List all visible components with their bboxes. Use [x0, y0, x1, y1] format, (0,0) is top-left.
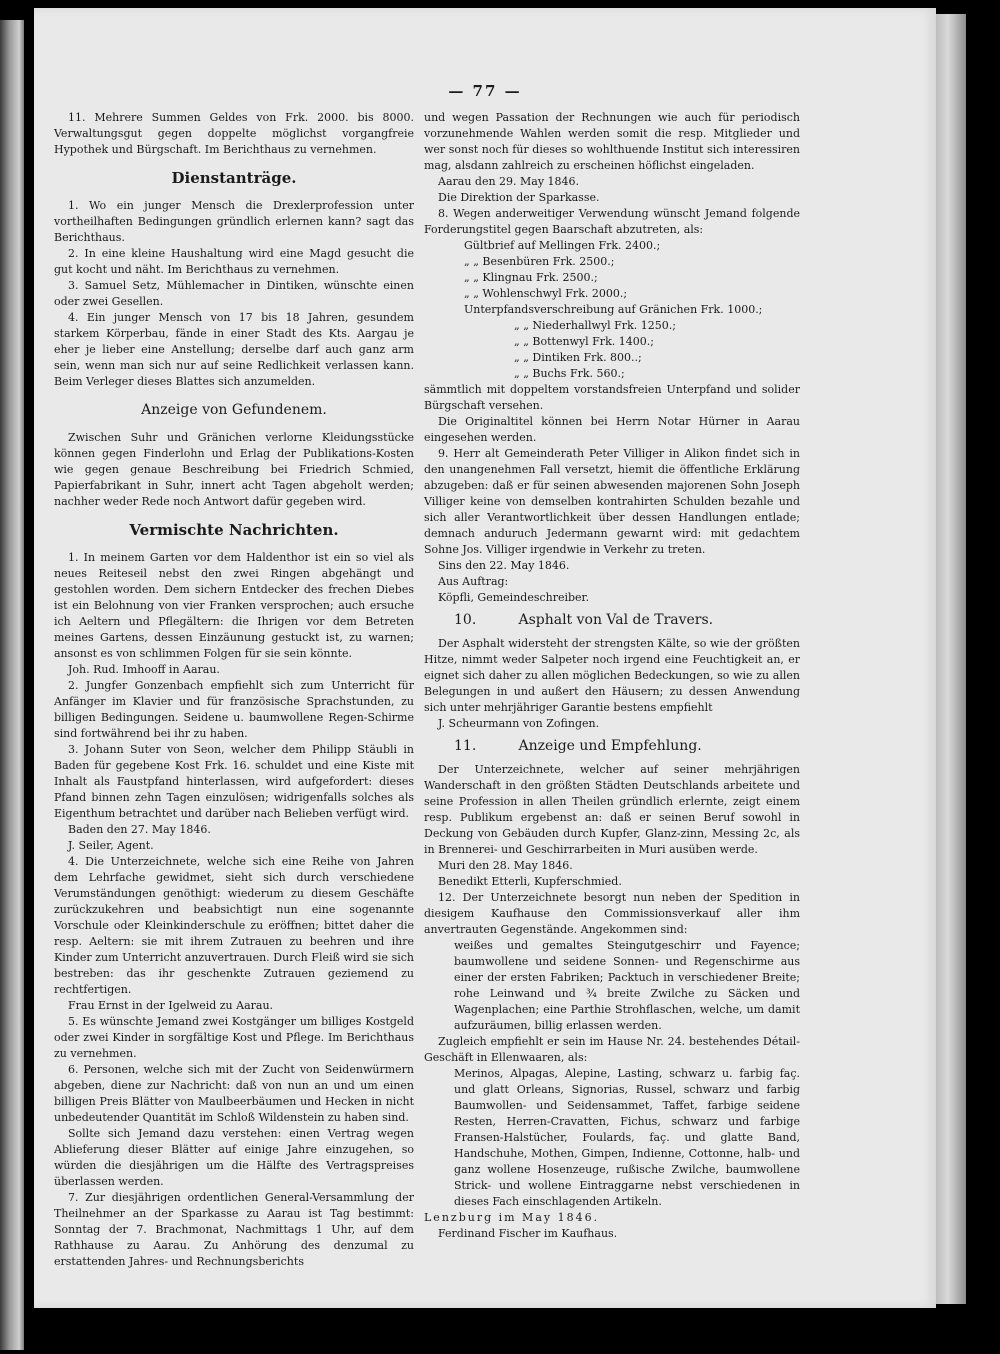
page-fore-edge	[936, 14, 966, 1304]
item-11-number: 11.	[454, 738, 477, 754]
vermischt-item-4-signature: Frau Ernst in der Igelweid zu Aarau.	[68, 999, 274, 1012]
item-12-b: Zugleich empfiehlt er sein im Hause Nr. 24. bestehendes Détail-Geschäft in Ellenwaaren, als:	[424, 1035, 800, 1064]
dienst-item-1: 1. Wo ein junger Mensch die Drexlerprofession unter vortheilhaften Bedingungen gründlich erlernen kann? sagt das Berichthaus.	[54, 199, 414, 244]
item-10-title: Asphalt von Val de Travers.	[518, 612, 714, 628]
item-10-signature: J. Scheurmann von Zofingen.	[438, 717, 600, 730]
left-column	[54, 110, 414, 1270]
item-11-signature: Benedikt Etterli, Kupferschmied.	[438, 875, 622, 888]
item-12-goods: Merinos, Alpagas, Alepine, Lasting, schwarz u. farbig faç. und glatt Orleans, Signorias, Russel, schwarz und farbig Baumwollen- und Seidensammet, Taffet, farbige seidene Resten, Herren-Cravatten, Fichus, schwarz und farbige Fransen-Halstücher, Foulards, faç. und glatte Band, Handschuhe, Mothen, Gimpen, Indienne, Cottonne, halb- und ganz wollene Hosenzeuge, rußische Zwilche, baumwollene Strick- und wollene Eintraggarne nebst verschiedenen in dieses Fach einschlagenden Artikeln.	[454, 1067, 800, 1208]
gueltbrief-line-4: „ „ Wohlenschwyl Frk. 2000.;	[464, 287, 628, 300]
item-10-heading	[424, 612, 800, 628]
item-12-date: Lenzburg im May 1846.	[424, 1211, 600, 1224]
vermischt-item-3-signature: J. Seiler, Agent.	[68, 839, 154, 852]
unterpfand-line-2: „ „ Bottenwyl Frk. 1400.;	[514, 335, 654, 348]
heading-gefundenem: Anzeige von Gefundenem.	[141, 402, 327, 418]
vermischt-item-1-signature: Joh. Rud. Imhooff in Aarau.	[68, 663, 220, 676]
dienst-item-2: 2. In eine kleine Haushaltung wird eine Magd gesucht die gut kocht und näht. Im Berichthaus zu vernehmen.	[54, 247, 414, 276]
item-11: Der Unterzeichnete, welcher auf seiner mehrjährigen Wanderschaft in den größten Städten Deutschlands arbeitete und seine Profession in allen Theilen gründlich erlernte, zeigt einem resp. Publikum ergebenst an: daß er seinen Beruf sowohl in Deckung von Gebäuden durch Kupfer, Glanz-zinn, Messing 2c, als in Brennerei- und Geschirrarbeiten in Muri ausüben werde.	[424, 763, 800, 856]
unterpfand-line-3: „ „ Dintiken Frk. 800..;	[514, 351, 642, 364]
item-8-tail2: Die Originaltitel können bei Herrn Notar Hürner in Aarau eingesehen werden.	[424, 415, 800, 444]
item-11-date: Muri den 28. May 1846.	[438, 859, 573, 872]
item-7-signature: Die Direktion der Sparkasse.	[438, 191, 600, 204]
vermischt-item-3-date: Baden den 27. May 1846.	[68, 823, 211, 836]
item-11-title: Anzeige und Empfehlung.	[518, 738, 702, 754]
vermischt-item-6: 6. Personen, welche sich mit der Zucht von Seidenwürmern abgeben, diene zur Nachricht: daß von nun an und um einen billigen Preis Blätter von Maulbeerbäumen und Hecken in nicht unbedeutender Quantität im Schloß Wildenstein zu haben sind.	[54, 1063, 414, 1124]
unterpfand-head: Unterpfandsverschreibung auf Gränichen Frk. 1000.;	[464, 303, 763, 316]
vermischt-item-7: 7. Zur diesjährigen ordentlichen General-Versammlung der Theilnehmer an der Sparkasse zu Aarau ist Tag bestimmt: Sonntag der 7. Brachmonat, Nachmittags 1 Uhr, auf dem Rathhause zu Aarau. Zu Anhörung des denzumal zu erstattenden Jahres- und Rechnungsberichts	[54, 1191, 414, 1268]
adjacent-page-edge	[0, 20, 24, 1350]
item-7-date: Aarau den 29. May 1846.	[438, 175, 580, 188]
item-10: Der Asphalt widersteht der strengsten Kälte, so wie der größten Hitze, nimmt weder Salpeter noch irgend eine Feuchtigkeit an, er eignet sich daher zu allen möglichen Bedeckungen, so wie zu allen Belegungen in und außert den Häusern; zu dessen Anwendung sich unter mehrjähriger Garantie bestens empfiehlt	[424, 637, 800, 714]
intro-notice: 11. Mehrere Summen Geldes von Frk. 2000. bis 8000. Verwaltungsgut gegen doppelte möglichst vorgangfreie Hypothek und Bürgschaft. Im Berichthaus zu vernehmen.	[54, 111, 414, 156]
item-9-signature-1: Aus Auftrag:	[438, 575, 509, 588]
gefunden-text: Zwischen Suhr und Gränichen verlorne Kleidungsstücke können gegen Finderlohn und Erlag der Publikations-Kosten wie gegen genaue Beschreibung bei Friedrich Schmied, Papierfabrikant in Suhr, innert acht Tagen abgeholt werden; nachher weder Rede noch Antwort dafür gegeben wird.	[54, 431, 414, 508]
vermischt-item-6b: Sollte sich Jemand dazu verstehen: einen Vertrag wegen Ablieferung dieser Blätter auf einige Jahre einzugehen, so würden die diesjährigen um die Hälfte des Vertragspreises überlassen werden.	[54, 1127, 414, 1188]
vermischt-item-5: 5. Es wünschte Jemand zwei Kostgänger um billiges Kostgeld oder zwei Kinder in sorgfältige Kost und Pflege. Im Berichthaus zu vernehmen.	[54, 1015, 414, 1060]
vermischt-item-2: 2. Jungfer Gonzenbach empfiehlt sich zum Unterricht für Anfänger im Klavier und für französische Sprachstunden, zu billigen Bedingungen. Seidene u. baumwollene Regen-Schirme sind fortwährend bei ihr zu haben.	[54, 679, 414, 740]
item-8-tail: sämmtlich mit doppeltem vorstandsfreien Unterpfand und solider Bürgschaft versehen.	[424, 383, 800, 412]
unterpfand-line-1: „ „ Niederhallwyl Frk. 1250.;	[514, 319, 676, 332]
item-11-heading	[424, 738, 800, 754]
gueltbrief-line-3: „ „ Klingnau Frk. 2500.;	[464, 271, 598, 284]
item-12-signature: Ferdinand Fischer im Kaufhaus.	[438, 1227, 618, 1240]
unterpfand-line-4: „ „ Buchs Frk. 560.;	[514, 367, 625, 380]
item-9: 9. Herr alt Gemeinderath Peter Villiger in Alikon findet sich in den unangenehmen Fall versetzt, hiemit die öffentliche Erklärung abzugeben: daß er für seinen abwesenden majorenen Sohn Joseph Villiger keine von demselben kontrahirten Schulden bezahle und sich aller Verantwortlichkeit über dessen Handlungen entlade; demnach anduruch Jedermann gewarnt wird: mit gedachtem Sohne Jos. Villiger irgendwie in Verkehr zu treten.	[424, 447, 800, 556]
item-7-continuation: und wegen Passation der Rechnungen wie auch für periodisch vorzunehmende Wahlen werden somit die resp. Mitglieder und wer sonst noch für dieses so wohlthuende Institut sich interessiren mag, alsdann zahlreich zu erscheinen höflichst eingeladen.	[424, 111, 800, 172]
right-column	[424, 110, 800, 1242]
heading-dienstantraege: Dienstanträge.	[171, 169, 297, 187]
item-12: 12. Der Unterzeichnete besorgt nun neben der Spedition in diesigem Kaufhause den Commissionsverkauf aller ihm anvertrauten Gegenstände. Angekommen sind:	[424, 891, 800, 936]
heading-vermischte: Vermischte Nachrichten.	[129, 521, 339, 539]
gueltbrief-line-1: Gültbrief auf Mellingen Frk. 2400.;	[464, 239, 661, 252]
vermischt-item-4: 4. Die Unterzeichnete, welche sich eine Reihe von Jahren dem Lehrfache gewidmet, sieht sich durch verschiedene Verumständungen genöthigt: wiederum zu diesem Geschäfte zurückzukehren und beabsichtigt nun eine sogenannte Vorschule oder Kleinkinderschule zu eröffnen; bittet daher die resp. Aeltern: sie mit ihrem Zutrauen zu beehren und ihre Kinder zum Unterricht anzuvertrauen. Durch Fleiß wird sie sich bestreben: das ihr geschenkte Zutrauen geziemend zu rechtfertigen.	[54, 855, 414, 996]
vermischt-item-1: 1. In meinem Garten vor dem Haldenthor ist ein so viel als neues Reiteseil nebst den zwei Ringen abgehängt und gestohlen worden. Dem sichern Entdecker des frechen Diebes ist ein Belohnung von vier Franken versprochen; auch ersuche ich Aeltern und Pflegältern: die Ihrigen vor dem Betreten meines Gartens, dessen Einzäunung gestuckt ist, zu warnen; ansonst es von schlimmen Folgen für sie sein könnte.	[54, 551, 414, 660]
dienst-item-4: 4. Ein junger Mensch von 17 bis 18 Jahren, gesundem starkem Körperbau, fände in einer Stadt des Kts. Aargau je eher je lieber eine Anstellung; derselbe darf auch ganz arm sein, wenn man sich nur auf seine Redlichkeit verlassen kann. Beim Verleger dieses Blattes sich anzumelden.	[54, 311, 414, 388]
item-8: 8. Wegen anderweitiger Verwendung wünscht Jemand folgende Forderungstitel gegen Baarschaft abzutreten, als:	[424, 207, 800, 236]
vermischt-item-3: 3. Johann Suter von Seon, welcher dem Philipp Stäubli in Baden für gegebene Kost Frk. 16. schuldet und eine Kiste mit Inhalt als Faustpfand hinterlassen, wird aufgefordert: dieses Pfand binnen zehn Tagen einzulösen; widrigenfalls solches als Eigenthum betrachtet und darüber nach Belieben verfügt wird.	[54, 743, 414, 820]
item-10-number: 10.	[454, 612, 477, 628]
page-number: — 77 —	[448, 82, 522, 100]
dienst-item-3: 3. Samuel Setz, Mühlemacher in Dintiken, wünschte einen oder zwei Gesellen.	[54, 279, 414, 308]
gueltbrief-line-2: „ „ Besenbüren Frk. 2500.;	[464, 255, 615, 268]
item-12-list: weißes und gemaltes Steingutgeschirr und Fayence; baumwollene und seidene Sonnen- und Regenschirme aus einer der ersten Fabriken; Packtuch in verschiedener Breite; rohe Leinwand und ¾ breite Zwilche zu Säcken und Wagenplachen; eine Parthie Strohflaschen, welche, um damit aufzuräumen, billig erlassen werden.	[454, 939, 800, 1032]
item-9-signature-2: Köpfli, Gemeindeschreiber.	[438, 591, 590, 604]
item-9-date: Sins den 22. May 1846.	[438, 559, 570, 572]
